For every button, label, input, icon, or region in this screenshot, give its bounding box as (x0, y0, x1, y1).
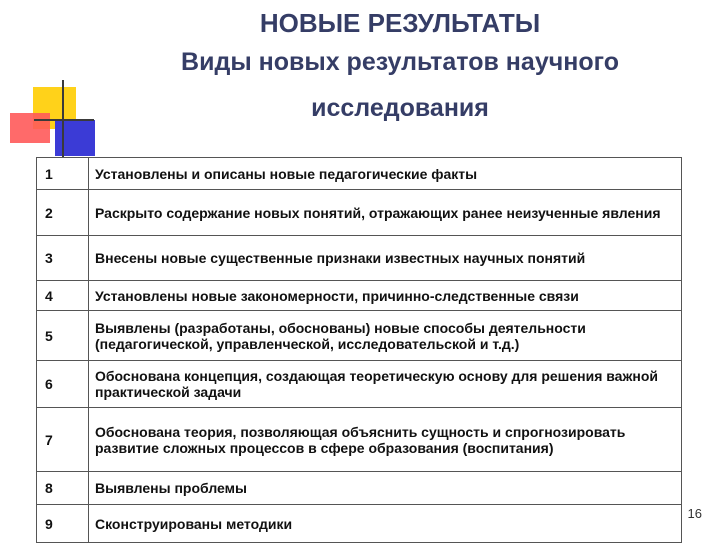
table-row (37, 472, 682, 505)
results-table (36, 157, 682, 543)
row-text: Внесены новые существенные признаки известных научных понятий (89, 236, 682, 281)
table-row (37, 158, 682, 190)
row-number: 9 (37, 505, 89, 543)
table-row (37, 281, 682, 311)
row-text: Раскрыто содержание новых понятий, отражающих ранее неизученные явления (89, 190, 682, 236)
slide-subtitle-line1: Виды новых результатов научного (181, 48, 619, 76)
row-text: Установлены и описаны новые педагогические факты (89, 158, 682, 190)
row-number: 3 (37, 236, 89, 281)
page-number: 16 (687, 506, 702, 521)
row-number: 2 (37, 190, 89, 236)
row-text: Обоснована концепция, создающая теоретическую основу для решения важной практической задачи (89, 361, 682, 408)
slide-title: НОВЫЕ РЕЗУЛЬТАТЫ (259, 8, 541, 38)
row-text: Сконструированы методики (89, 505, 682, 543)
row-number: 7 (37, 408, 89, 472)
decor-red-square (10, 113, 50, 143)
table-row (37, 361, 682, 408)
decor-horizontal-line (34, 119, 94, 121)
slide-subtitle-line2: исследования (311, 94, 489, 122)
table-row (37, 311, 682, 361)
row-number: 6 (37, 361, 89, 408)
table-row (37, 408, 682, 472)
decor-blue-square (55, 120, 95, 156)
table-row (37, 505, 682, 543)
row-text: Выявлены проблемы (89, 472, 682, 505)
row-number: 8 (37, 472, 89, 505)
row-number: 1 (37, 158, 89, 190)
table-row (37, 236, 682, 281)
row-text: Установлены новые закономерности, причинно-следственные связи (89, 281, 682, 311)
row-number: 4 (37, 281, 89, 311)
row-number: 5 (37, 311, 89, 361)
table-row (37, 190, 682, 236)
row-text: Обоснована теория, позволяющая объяснить сущность и спрогнозировать развитие сложных процессов в сфере образования (воспитания) (89, 408, 682, 472)
row-text: Выявлены (разработаны, обоснованы) новые способы деятельности (педагогической, управленческой, исследовательской и т.д.) (89, 311, 682, 361)
